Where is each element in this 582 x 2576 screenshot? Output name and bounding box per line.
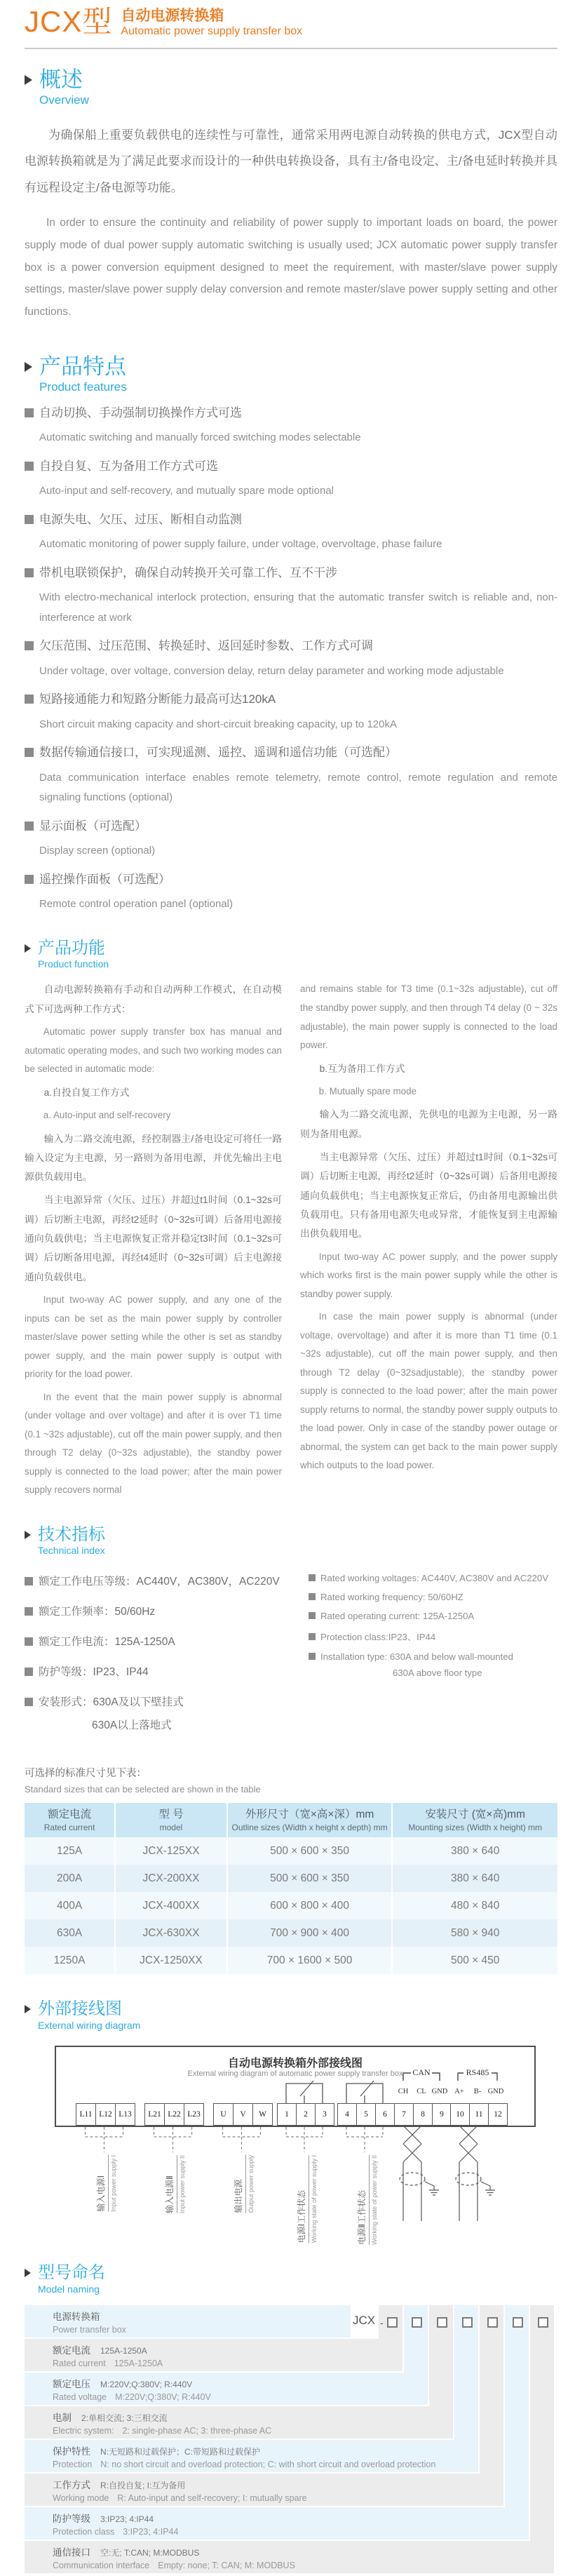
col-header: 外形尺寸（宽×高×深）mm Outline sizes (Width x height x depth) mm: [227, 1803, 393, 1838]
section-title-zh: 外部接线图: [38, 1999, 122, 2019]
model-code-box: [487, 2317, 498, 2328]
model-code-box: [538, 2317, 548, 2328]
tech-item: Rated working voltages: AC440V, AC380V and AC220V: [309, 1573, 557, 1583]
terminal: 7: [394, 2103, 414, 2126]
naming-row: 通信接口 空:无; T:CAN; M:MODBUS Communication interface Empty: none; T: CAN; M: MODBUS: [25, 2541, 554, 2573]
section-title-en: External wiring diagram: [38, 2019, 141, 2031]
standard-sizes-table: [25, 1803, 557, 1975]
table-intro-en: Standard sizes that can be selected are shown in the table: [25, 1783, 261, 1795]
technical-zh-list: [25, 1573, 309, 1747]
naming-row: 防护等级 3:IP23; 4:IP44 Protection class 3:IP23; 4:IP44: [25, 2507, 529, 2540]
function-paragraph: 当主电源异常（欠压、过压）并超过t1时间（0.1~32s可调）后切断主电源，再经t2延时（0~32s可调）后备用电源接通向负载供电；当主电源恢复正常并稳定t3时间（0.1~32s可调）后切断备用电源，再经t4延时（0~32s可调）后主电源接通向负载供电。: [25, 1195, 282, 1282]
feature-item: [25, 564, 557, 629]
model-naming-diagram: [25, 2305, 557, 2576]
product-title-en: Automatic power supply transfer box: [121, 25, 303, 38]
overview-paragraph-en: In order to ensure the continuity and reliability of power supply to important loads on board, the power supply mode of dual power supply automatic switching is usually used; JCX automatic power supply transfer box is a power conversion equipment designed to meet the requirement, with master/slave power supply settings, master/slave power supply delay conversion and remote master/slave power supply setting and other functions.: [25, 217, 557, 318]
group-label-state1: 电源Ⅰ工作状态 Working state of power supply I: [297, 2154, 318, 2243]
table-intro-zh: 可选择的标准尺寸见下表：: [25, 1767, 147, 1779]
naming-column: [505, 2305, 529, 2507]
feature-item: [25, 744, 557, 808]
terminal: 3: [316, 2103, 334, 2126]
section-wiring-heading: [25, 1999, 557, 2032]
feature-item: [25, 511, 557, 555]
section-arrow-icon: [25, 2269, 31, 2277]
function-columns: [25, 980, 557, 1503]
bullet-square-icon: [309, 1574, 316, 1581]
naming-column: [530, 2305, 554, 2541]
section-arrow-icon: [25, 1531, 31, 1539]
feature-zh: 欠压范围、过压范围、转换延时、返回延时参数、工作方式可调: [39, 639, 373, 653]
terminal: L23: [184, 2103, 204, 2126]
function-paragraph: and remains stable for T3 time (0.1~32s adjustable), cut off the standby power supply, and then through T4 delay (0 ~ 32s adjustable), the main power supply is connected to the load power.: [300, 984, 557, 1051]
terminal-group-output: [213, 2103, 273, 2126]
terminal-group-input1: [76, 2103, 135, 2126]
feature-item: [25, 871, 557, 915]
section-title-zh: 产品功能: [38, 938, 105, 958]
feature-en: Automatic monitoring of power supply failure, under voltage, overvoltage, phase failure: [39, 538, 442, 551]
terminal: 10: [450, 2103, 470, 2126]
product-title-zh: 自动电源转换箱: [121, 8, 224, 24]
bullet-square-icon: [309, 1633, 316, 1640]
terminal: V: [234, 2103, 253, 2126]
function-paragraph: 输入为二路交流电源，经控制器主/备电设定可将任一路输入设定为主电源，另一路则为备用电源，并优先输出主电源供负载用电。: [25, 1133, 282, 1183]
feature-zh: 数据传输通信接口，可实现遥测、遥控、遥调和遥信功能（可选配）: [39, 746, 397, 760]
feature-item: [25, 817, 557, 861]
col-header: 安装尺寸 (宽×高)mm Mounting sizes (Width x height) mm: [392, 1803, 557, 1838]
section-title-en: Model naming: [38, 2283, 100, 2295]
model-prefix: JCX: [353, 2313, 376, 2327]
feature-item: [25, 457, 557, 502]
section-title-en: Technical index: [38, 1545, 105, 1557]
feature-item: [25, 690, 557, 734]
feature-en: Remote control operation panel (optional): [39, 898, 233, 911]
section-title-en: Product function: [38, 958, 109, 970]
wiring-diagram: [25, 2044, 557, 2252]
section-features-heading: [25, 354, 557, 395]
terminal-group-input2: [144, 2103, 204, 2126]
bullet-square-icon: [25, 1698, 33, 1706]
bullet-square-icon: [25, 515, 34, 524]
function-left-column: [25, 980, 282, 1503]
feature-en: Under voltage, over voltage, conversion delay, return delay parameter and working mode adjustable: [39, 664, 504, 677]
bullet-square-icon: [25, 462, 34, 471]
terminal: L11: [76, 2103, 96, 2126]
feature-item: [25, 404, 557, 448]
bullet-square-icon: [25, 875, 34, 884]
section-technical-heading: [25, 1525, 557, 1557]
feature-en: Data communication interface enables remote telemetry, remote control, remote regulation and remote signaling functions (optional): [39, 771, 557, 804]
naming-row: 额定电压 M:220V;Q:380V; R:440V Rated voltage M:220V;Q:380V; R:440V: [25, 2373, 428, 2405]
feature-en: Auto-input and self-recovery, and mutually spare mode optional: [39, 485, 334, 497]
tech-item: 额定工作电流：125A-1250A: [25, 1633, 309, 1649]
feature-zh: 带机电联锁保护，确保自动转换开关可靠工作、互不干涉: [39, 565, 337, 579]
naming-row: 电制 2:单相交流; 3:三相交流 Electric system: 2: single-phase AC; 3: three-phase AC: [25, 2406, 453, 2439]
feature-zh: 遥控操作面板（可选配）: [39, 872, 170, 886]
terminal: 4: [337, 2103, 357, 2126]
section-title-zh: 产品特点: [39, 354, 126, 379]
feature-zh: 短路接通能力和短路分断能力最高可达120kA: [39, 692, 276, 706]
terminal: 8: [414, 2103, 433, 2126]
can-bus-label: CAN: [412, 2067, 431, 2077]
bullet-square-icon: [25, 641, 34, 650]
model-dash: -: [380, 2316, 384, 2328]
overview-paragraph-zh: 为确保船上重要负载供电的连续性与可靠性，通常采用两电源自动转换的供电方式，JCX型自动电源转换箱就是为了满足此要求而设计的一种供电转换设备，具有主/备电设定、主/备电延时转换并具有远程设定主/备电源等功能。: [25, 128, 557, 194]
table-header-row: [25, 1803, 557, 1838]
section-arrow-icon: [25, 362, 32, 372]
naming-column: [480, 2305, 503, 2474]
function-list-item: a.自投自复工作方式: [43, 1087, 130, 1098]
feature-zh: 自投自复、互为备用工作方式可选: [39, 459, 218, 473]
table-row: 125A JCX-125XX 500 × 600 × 350 380 × 640: [25, 1837, 557, 1865]
bullet-square-icon: [25, 695, 34, 704]
function-paragraph: In case the main power supply is abnormal (under voltage, overvoltage) and after it is more than T1 time (0.1 ~32s adjustable), cut off the main power supply, and then through T2 delay (0~32sadjustable), the standby power supply is connected to the load power; after the main power supply returns to normal, the standby power supply outputs to the load power. Only in case of the standby power outage or abnormal, the system can get back to the main power supply which outputs to the load power.: [300, 1311, 557, 1471]
tech-item: Installation type: 630A and below wall-mounted: [309, 1651, 557, 1662]
tech-item-continued: 630A above floor type: [393, 1667, 482, 1678]
terminal: 1: [277, 2103, 297, 2126]
section-overview-heading: [25, 67, 557, 108]
tech-item-continued: 630A以上落地式: [92, 1719, 172, 1731]
section-arrow-icon: [25, 944, 31, 953]
section-function-heading: [25, 939, 557, 971]
section-title-zh: 型号命名: [38, 2262, 105, 2282]
naming-row: 电源转换箱 Power transfer box: [25, 2305, 351, 2337]
col-header: 型 号 model: [115, 1803, 227, 1838]
feature-en: Automatic switching and manually forced switching modes selectable: [39, 431, 361, 444]
technical-en-list: [309, 1573, 557, 1747]
bullet-square-icon: [25, 408, 34, 417]
function-right-column: [300, 980, 557, 1503]
naming-column: [404, 2305, 428, 2373]
function-paragraph: In the event that the main power supply is abnormal (under voltage and over voltage) and after it is over T1 time (0.1 ~32s adjustable), cut off the main power supply, and then through T2 delay (0~32s adjustable), the standby power supply is connected to the load power; after the main power supply recovers normal: [25, 1391, 282, 1496]
model-code-box: [387, 2317, 398, 2328]
header-divider: [25, 48, 557, 49]
tech-item: Rated working frequency: 50/60HZ: [309, 1592, 557, 1602]
feature-zh: 显示面板（可选配）: [39, 819, 147, 833]
feature-en: Short circuit making capacity and short-circuit breaking capacity, up to 120kA: [39, 718, 397, 730]
col-header: 额定电流 Rated current: [25, 1803, 115, 1838]
bullet-square-icon: [309, 1612, 316, 1619]
terminal: L13: [116, 2103, 135, 2126]
section-naming-heading: [25, 2263, 557, 2295]
tech-item: 安装形式：630A及以下壁挂式: [25, 1693, 309, 1709]
bullet-square-icon: [309, 1653, 316, 1660]
section-title-zh: 概述: [39, 67, 83, 93]
bullet-square-icon: [25, 1607, 33, 1616]
function-list-item: b.互为备用工作方式: [319, 1063, 405, 1074]
bullet-square-icon: [25, 1577, 33, 1585]
terminal: U: [213, 2103, 234, 2126]
bullet-square-icon: [25, 821, 34, 831]
terminal-group-state1: [277, 2103, 334, 2126]
section-arrow-icon: [25, 2005, 31, 2013]
wiring-title-en: External wiring diagram of automatic power supply transfer box: [187, 2069, 403, 2078]
section-arrow-icon: [25, 75, 32, 85]
terminal-group-can: [394, 2103, 452, 2126]
section-title-en: Overview: [39, 93, 89, 107]
table-row: 200A JCX-200XX 500 × 600 × 350 380 × 640: [25, 1865, 557, 1892]
function-paragraph: Input two-way AC power supply, and the power supply which works first is the main power supply while the other is standby power supply.: [300, 1251, 557, 1299]
wiring-title-zh: 自动电源转换箱外部接线图: [227, 2057, 363, 2069]
terminal: L21: [144, 2103, 165, 2126]
tech-item: 防护等级：IP23、IP44: [25, 1663, 309, 1679]
table-row: 630A JCX-630XX 700 × 900 × 400 580 × 940: [25, 1919, 557, 1947]
section-title-en: Product features: [39, 380, 127, 394]
naming-row: 额定电流 125A-1250A Rated current 125A-1250A: [25, 2339, 402, 2371]
terminal: L22: [165, 2103, 184, 2126]
product-header: [25, 0, 557, 39]
model-code-box: [513, 2317, 523, 2328]
bullet-square-icon: [25, 568, 34, 577]
naming-row: 保护特性 N:无短路和过载保护；C:带短路和过载保护 Protection N: no short circuit and overload protection; C: with short circuit and overload protection: [25, 2440, 478, 2472]
terminal: W: [253, 2103, 273, 2126]
product-model: JCX型: [25, 5, 113, 38]
rs485-bus-label: RS485: [466, 2067, 489, 2077]
function-paragraph: 输入为二路交流电源，先供电的电源为主电源，另一路则为备用电源。: [300, 1109, 557, 1139]
feature-zh: 电源失电、欠压、过压、断相自动监测: [39, 512, 242, 526]
bullet-square-icon: [25, 748, 34, 757]
model-code-box: [462, 2317, 473, 2328]
terminal: 11: [470, 2103, 489, 2126]
section-title-zh: 技术指标: [38, 1524, 105, 1544]
function-paragraph: Input two-way AC power supply, and any one of the inputs can be set as the main power supply by controller master/slave power setting while the other is set as standby power supply, and the main power supply is output with priority for the load power.: [25, 1294, 282, 1380]
can-pin-labels: CH CL GND: [398, 2087, 448, 2095]
group-label-input2: 输入电源Ⅱ Input power supply II: [165, 2154, 186, 2213]
tech-item: Rated operating current: 125A-1250A: [309, 1611, 557, 1621]
function-list-item: b. Mutually spare mode: [318, 1085, 417, 1096]
function-paragraph: Automatic power supply transfer box has manual and automatic operating modes, and such two working modes can be selected in automatic mode:: [25, 1026, 282, 1075]
feature-en: With electro-mechanical interlock protection, ensuring that the automatic transfer switch is reliable and, non-interference at work: [39, 591, 557, 624]
function-list-item: a. Auto-input and self-recovery: [43, 1109, 171, 1120]
function-paragraph: 自动电源转换箱有手动和自动两种工作模式，在自动模式下可选两种工作方式：: [25, 984, 282, 1014]
feature-item: [25, 637, 557, 681]
bullet-square-icon: [309, 1593, 316, 1600]
feature-en: Display screen (optional): [39, 845, 156, 857]
naming-row: 工作方式 R:自投自复; I:互为备用 Working mode R: Auto-input and self-recovery; I: mutually spare: [25, 2474, 503, 2506]
rs485-pin-labels: A+ B- GND: [454, 2087, 504, 2095]
terminal-group-rs485: [450, 2103, 508, 2126]
terminal-group-state2: [337, 2103, 395, 2126]
tech-item: Protection class:IP23、IP44: [309, 1630, 557, 1643]
model-code-box: [412, 2317, 422, 2328]
table-row: 1250A JCX-1250XX 700 × 1600 × 500 500 × 450: [25, 1947, 557, 1974]
group-label-input1: 输入电源Ⅰ Input power supply I: [96, 2154, 117, 2212]
function-paragraph: 当主电源异常（欠压、过压）并超过t1时间（0.1~32s可调）后切断主电源，再经t2延时（0~32s可调）后备用电源接通向负载供电；当主电源恢复正常后，仍由备用电源输出供负载用电。只有备用电源失电或异常，才能恢复到主电源输出供负载用电。: [300, 1152, 557, 1240]
group-label-state2: 电源Ⅱ工作状态 Working state of power supply II: [357, 2154, 378, 2245]
terminal: 6: [376, 2103, 395, 2126]
model-code-box: [437, 2317, 447, 2328]
terminal: 5: [357, 2103, 376, 2126]
table-row: 400A JCX-400XX 600 × 800 × 400 480 × 840: [25, 1892, 557, 1919]
group-label-output: 输出电源 Output power supply: [234, 2154, 255, 2213]
terminal: 2: [297, 2103, 316, 2126]
terminal: 12: [489, 2103, 508, 2126]
bullet-square-icon: [25, 1668, 33, 1676]
feature-zh: 自动切换、手动强制切换操作方式可选: [39, 405, 242, 420]
technical-columns: [25, 1573, 557, 1747]
tech-item: 额定工作频率：50/60Hz: [25, 1603, 309, 1618]
terminal: 9: [433, 2103, 452, 2126]
terminal: L12: [96, 2103, 116, 2126]
bullet-square-icon: [25, 1637, 33, 1646]
tech-item: 额定工作电压等级：AC440V，AC380V，AC220V: [25, 1573, 309, 1588]
features-list: [25, 404, 557, 915]
